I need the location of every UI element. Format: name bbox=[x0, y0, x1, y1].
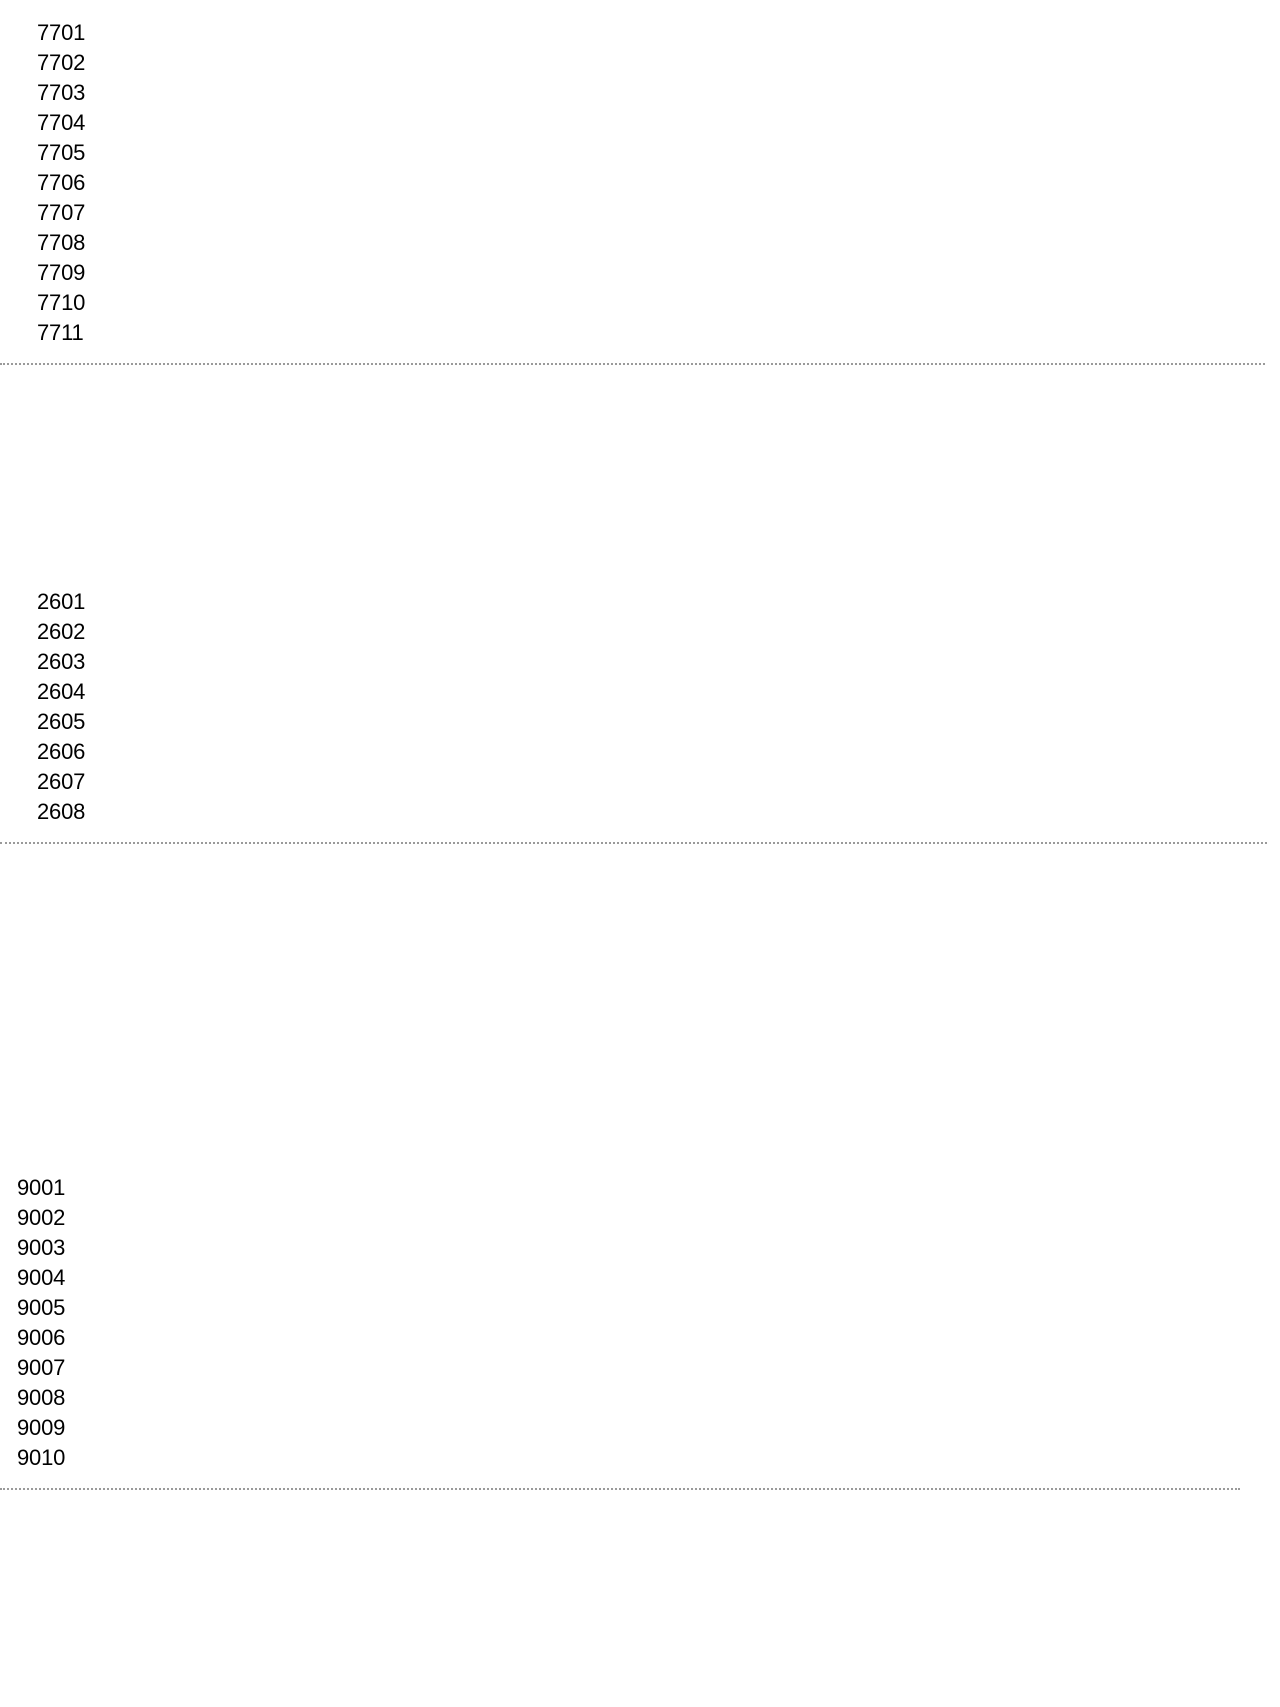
zip-code-cell: 7710 bbox=[37, 290, 86, 315]
zip-code-cell: 9008 bbox=[17, 1385, 66, 1410]
zip-code-cell: 9007 bbox=[17, 1355, 66, 1380]
zip-code-cell: 9010 bbox=[17, 1445, 66, 1470]
zip-code-cell: 2604 bbox=[37, 679, 86, 704]
zip-code-cell: 2605 bbox=[37, 709, 86, 734]
zip-code-cell: 2606 bbox=[37, 739, 86, 764]
zip-code-cell: 7701 bbox=[37, 20, 86, 45]
zip-code-cell: 7704 bbox=[37, 110, 86, 135]
zip-code-cell: 9005 bbox=[17, 1295, 66, 1320]
dotted-divider bbox=[0, 842, 1267, 844]
zip-code-cell: 7707 bbox=[37, 200, 86, 225]
table-section-90 bbox=[0, 1173, 1280, 1543]
zip-code-cell: 2602 bbox=[37, 619, 86, 644]
zip-code-cell: 2603 bbox=[37, 649, 86, 674]
zip-code-cell: 9001 bbox=[17, 1175, 66, 1200]
zip-code-cell: 9004 bbox=[17, 1265, 66, 1290]
zip-code-cell: 9003 bbox=[17, 1235, 66, 1260]
zip-code-cell: 9009 bbox=[17, 1415, 66, 1440]
dotted-divider bbox=[0, 363, 1265, 365]
zip-code-cell: 7703 bbox=[37, 80, 86, 105]
zip-code-cell: 7702 bbox=[37, 50, 86, 75]
zip-code-cell: 9002 bbox=[17, 1205, 66, 1230]
table-section-26 bbox=[0, 587, 1280, 897]
table-section-77 bbox=[0, 18, 1280, 418]
zip-code-cell: 7709 bbox=[37, 260, 86, 285]
zip-code-cell: 2601 bbox=[37, 589, 86, 614]
zip-code-cell: 7711 bbox=[37, 320, 84, 345]
zip-code-cell: 9006 bbox=[17, 1325, 66, 1350]
zip-code-cell: 7705 bbox=[37, 140, 86, 165]
zip-code-cell: 7706 bbox=[37, 170, 86, 195]
dotted-divider bbox=[0, 1488, 1240, 1490]
zip-code-cell: 2608 bbox=[37, 799, 86, 824]
zip-code-cell: 2607 bbox=[37, 769, 86, 794]
zip-code-cell: 7708 bbox=[37, 230, 86, 255]
